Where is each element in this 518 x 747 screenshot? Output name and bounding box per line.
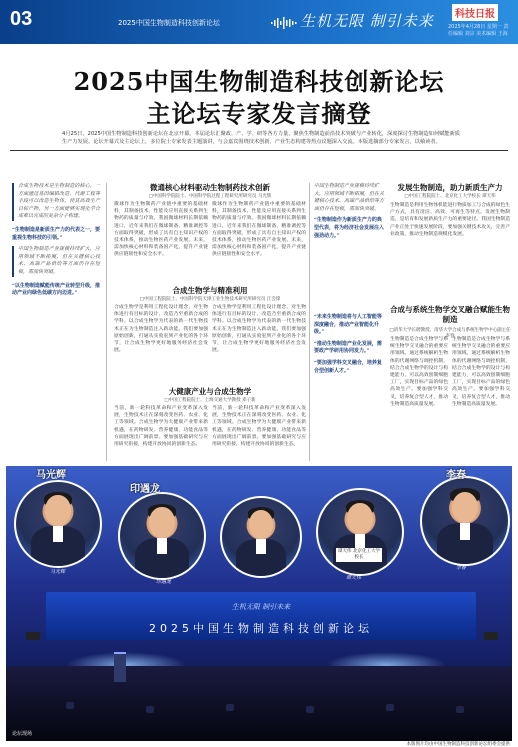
speaker-caption-4: 谭天伟 bbox=[346, 575, 362, 581]
speaker-photo-1 bbox=[14, 480, 102, 568]
lead-paragraph: 4月25日，2025中国生物制造科技创新论坛在北京开幕。本届论坛汇聚政、产、学、研等各方力量，聚焦生物制造前沿技术突破与产业转化，深度探讨生物制造如何赋能新质生产力发展。论坛开幕式及主论坛上，多位院士专家发表主题演讲，与会嘉宾围绕技术创新、产业生态构建等热点议题深入交流。本版选摘部分专家发言，以飨读者。 bbox=[62, 131, 460, 145]
speaker-name-5: 李春 bbox=[446, 470, 466, 481]
side-quote-6: “要加强学科交叉融合，培养复合型创新人才。” bbox=[314, 359, 382, 374]
sidebar-quote-1: “生物制造是新质生产力的代表之一，要重视生物科技的引领。” bbox=[12, 226, 100, 241]
page-number: 03 bbox=[10, 8, 33, 30]
seat bbox=[146, 706, 154, 713]
forum-photo bbox=[6, 466, 512, 741]
speaker-name-1: 马光辉 bbox=[36, 470, 66, 481]
header-date: 2025年4月28日 星期一 责任编辑 刘宗 美术编辑 王海 bbox=[448, 24, 509, 37]
section-5-body-b: 生物制造是合成生物学与系统生物学交叉融合的重要应用领域。通过系统解析生物体的代谢网络与调控机制，结合合成生物学的设计与构建能力，可以高效创制细胞工厂，实现目标产品的绿色高效生产。要加强学科交叉，培养复合型人才，推动生物制造高质量发展。 bbox=[452, 337, 510, 407]
side-quote-column bbox=[314, 183, 384, 240]
section-1-body-b: 微球作为生物制药产业链中重要的基础材料，其制备技术、性能及应用直接关系到生物药的质量与疗效。我国微球材料长期依赖进口，近年来我们在微球制备、精准调控等方面取得突破，形成了具有自主知识产权的技术体系，推动生物医药产业发展。未来，需加快核心材料和装备国产化，提升产业链供应链韧性和安全水平。 bbox=[212, 202, 306, 258]
speaker-caption-2: 印遇龙 bbox=[156, 579, 172, 585]
section-3-title: 大健康产业与合成生物学 bbox=[168, 387, 252, 396]
side-quote-intro: 中国生物制造产业规模持续扩大，应用领域不断拓展，但在关键核心技术、高端产品供给等方面仍存在短板，需加快突破。 bbox=[314, 183, 385, 212]
section-4-title: 发展生物制造，助力新质生产力 bbox=[397, 183, 503, 192]
column-divider bbox=[106, 183, 107, 461]
page-header bbox=[0, 0, 518, 44]
section-2-title: 合成生物学与精准利用 bbox=[172, 286, 248, 295]
sidebar-quote-2: “以生物制造赋能传统产业转型升级，推动产业向绿色低碳方向迈进。” bbox=[12, 282, 100, 297]
section-4-body: 生物制造是利用生物体机能进行物质加工与合成的绿色生产方式，具有清洁、高效、可再生等特点。发展生物制造，是培育和发展新质生产力的重要途径。我国生物制造产业正处于快速发展阶段，要加强关键技术攻关，完善产业政策，推动生物制造规模化发展。 bbox=[390, 203, 510, 237]
section-4-byline: □中国工程院院士、北京化工大学校长 谭天伟 bbox=[404, 194, 496, 199]
seat bbox=[226, 704, 234, 711]
sidebar-intro: 合成生物技术是生物制造的核心，一方面通过基因编辑改造、代谢工程等手段可以改造生物体，使其高效生产目标产物，另一方面能够实现化学合成难以完成的复杂分子构建。 bbox=[12, 183, 100, 221]
speaker-photo-2 bbox=[118, 492, 206, 580]
sidebar-middle: 中国生物制造产业规模持续扩大，应用领域不断拓展，但在关键核心技术、高端产品供给等方面仍存在短板，需加快突破。 bbox=[12, 246, 100, 276]
footer-note: 本版图片均由中国生物制造科技创新论坛组委会提供 bbox=[406, 742, 510, 747]
section-3-body-b: 当前，新一轮科技革命和产业变革深入发展，生物技术正在深刻改变医药、农业、化工等领域。合成生物学为大健康产业带来新机遇，在药物研发、营养健康、功能食品等方面展现出广阔前景。要加强基础研究与应用研究衔接，构建开放协同的创新生态。 bbox=[212, 406, 306, 448]
speaker-photo-4 bbox=[316, 488, 404, 576]
speaker-photo-3 bbox=[220, 496, 302, 578]
side-quote-4: “未来生物制造将与人工智能等深度融合，推动产业智能化升级。” bbox=[314, 314, 382, 336]
header-section-title: 2025中国生物制造科技创新论坛 bbox=[118, 19, 220, 27]
section-1-title: 微通核心材料驱动生物制药技术创新 bbox=[150, 183, 270, 192]
screen-slogan: 生机无限 制引未来 bbox=[231, 603, 291, 611]
headline-line-2: 主论坛专家发言摘登 bbox=[146, 99, 372, 128]
section-1-byline: □中国科学院院士、中国科学院过程工程研究所研究员 马光辉 bbox=[148, 194, 272, 199]
section-3-byline: □中国工程院院士、上海交通大学教授 邓子新 bbox=[164, 398, 256, 403]
screen-title: 2025中国生物制造科技创新论坛 bbox=[149, 622, 373, 635]
column-divider bbox=[309, 183, 310, 461]
divider bbox=[10, 150, 508, 151]
photo-credit: 论坛现场 bbox=[12, 731, 33, 737]
side-quote-3: “生物制造作为新质生产力的典型代表，将为经济社会发展注入强劲动力。” bbox=[314, 217, 385, 239]
header-slogan: 生机无限 制引未来 bbox=[300, 12, 434, 30]
seat bbox=[306, 706, 314, 713]
section-5-byline: □清华大学长聘教授、清华大学合成与系统生物学中心副主任 李春 bbox=[389, 328, 511, 339]
waveform-icon bbox=[270, 16, 300, 30]
section-1-body-a: 微球作为生物制药产业链中重要的基础材料，其制备技术、性能及应用直接关系到生物药的质量与疗效。我国微球材料长期依赖进口，近年来我们在微球制备、精准调控等方面取得突破，形成了具有自主知识产权的技术体系，推动生物医药产业发展。未来，需加快核心材料和装备国产化，提升产业链供应链韧性和安全水平。 bbox=[114, 202, 208, 258]
stage-spotlight bbox=[26, 632, 40, 640]
section-2-body-a: 合成生物学是利用工程化设计理念，对生物体进行有目标的设计、改造乃至重新合成的学科。以合成生物学为代表的新一代生物技术正在为生物制造注入新动能。我们要加强原始创新，打通从实验室到产业化的各个环节，让合成生物学更好地服务经济社会发展。 bbox=[114, 305, 208, 354]
section-5-title: 合成与系统生物学交叉融合赋能生物制造 bbox=[390, 305, 510, 324]
podium bbox=[114, 652, 126, 682]
speaker-nametag: 谭天伟 北京化工大学校长 bbox=[336, 548, 382, 562]
seat bbox=[456, 706, 464, 713]
section-3-body-a: 当前，新一轮科技革命和产业变革深入发展，生物技术正在深刻改变医药、农业、化工等领域。合成生物学为大健康产业带来新机遇，在药物研发、营养健康、功能食品等方面展现出广阔前景。要加强基础研究与应用研究衔接，构建开放协同的创新生态。 bbox=[114, 406, 208, 448]
speaker-caption-1: 马光辉 bbox=[50, 569, 66, 575]
section-2-byline: □中国工程院院士、中国科学院天津工业生物技术研究所研究员 江会锋 bbox=[139, 297, 281, 302]
section-5-body-a: 生物制造是合成生物学与系统生物学交叉融合的重要应用领域。通过系统解析生物体的代谢网络与调控机制，结合合成生物学的设计与构建能力，可以高效创制细胞工厂，实现目标产品的绿色高效生产。要加强学科交叉，培养复合型人才，推动生物制造高质量发展。 bbox=[390, 337, 448, 407]
newspaper-logo: 科技日报 bbox=[452, 4, 498, 21]
stage-screen bbox=[46, 592, 476, 640]
side-quote-5: “推动生物制造产业化发展，需要政产学研用协同发力。” bbox=[314, 340, 382, 355]
seat bbox=[66, 702, 74, 709]
sidebar-column bbox=[12, 183, 100, 302]
section-2-body-b: 合成生物学是利用工程化设计理念，对生物体进行有目标的设计、改造乃至重新合成的学科。以合成生物学为代表的新一代生物技术正在为生物制造注入新动能。我们要加强原始创新，打通从实验室到产业化的各个环节，让合成生物学更好地服务经济社会发展。 bbox=[212, 305, 306, 354]
speaker-name-2: 印遇龙 bbox=[130, 484, 160, 495]
side-quote-column-2 bbox=[314, 310, 384, 375]
auditorium bbox=[6, 666, 512, 741]
headline-line-1: 2025中国生物制造科技创新论坛 bbox=[73, 67, 445, 96]
speaker-photo-5 bbox=[420, 476, 510, 566]
speaker-caption-5: 李春 bbox=[456, 565, 467, 571]
seat bbox=[386, 704, 394, 711]
stage-spotlight bbox=[484, 632, 498, 640]
